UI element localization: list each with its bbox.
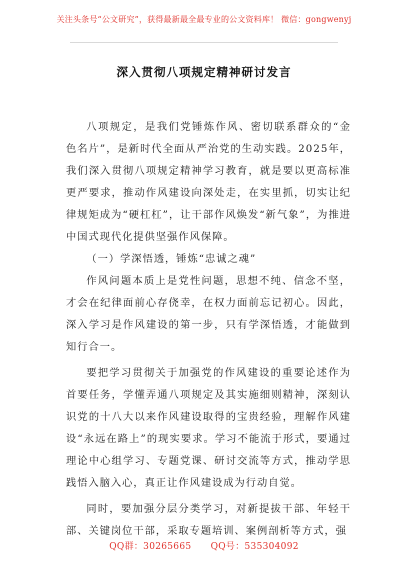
document-body	[66, 117, 351, 543]
paragraph-style-issue: 作风问题本质上是党性问题，思想不纯、信念不坚，才会在纪律面前心存侥幸，在权力面前忘记初心。因此，深入学习是作风建设的第一步，只有学深悟透，才能做到知行合一。	[66, 276, 351, 353]
section-heading: （一）学深悟透，锤炼“忠诚之魂”	[86, 254, 257, 265]
qq-group-text: QQ群：30265665	[109, 542, 192, 552]
paragraph-study-task: 要把学习贯彻关于加强党的作风建设的重要论述作为首要任务，学懂弄通八项规定及其实施细则精神，深刻认识党的十八大以来作风建设取得的宝贵经验，理解作风建设“永远在路上”的现实要求。学习不能流于形式，要通过理论中心组学习、专题党课、研讨交流等方式，推动学思践悟入脑入心，真正让作风建设成为行动自觉。	[66, 368, 351, 489]
paragraph-intro: 八项规定，是我们党锤炼作风、密切联系群众的“金色名片”，是新时代全面从严治党的生动实践。2025年，我们深入贯彻八项规定精神学习教育，就是要以更高标准更严要求，推动作风建设向深处走，在实里抓，切实让纪律规矩成为“硬杠杠”，让干部作风焕发“新气象”，为推进中国式现代化提供坚强作风保障。	[66, 122, 351, 243]
paragraph-layered-study: 同时，要加强分层分类学习，对新提拔干部、年轻干部、关键岗位干部，采取专题培训、案例剖析等方式，强	[66, 504, 351, 537]
document-title: 深入贯彻八项规定精神研讨发言	[116, 65, 292, 79]
header-divider	[70, 42, 338, 43]
qq-number-text: QQ号：535304092	[210, 542, 299, 552]
contact-footer	[0, 539, 408, 552]
promo-header: 关注头条号“公文研究”，获得最新最全最专业的公文资料库！ 微信：gongwenyj	[56, 15, 352, 24]
